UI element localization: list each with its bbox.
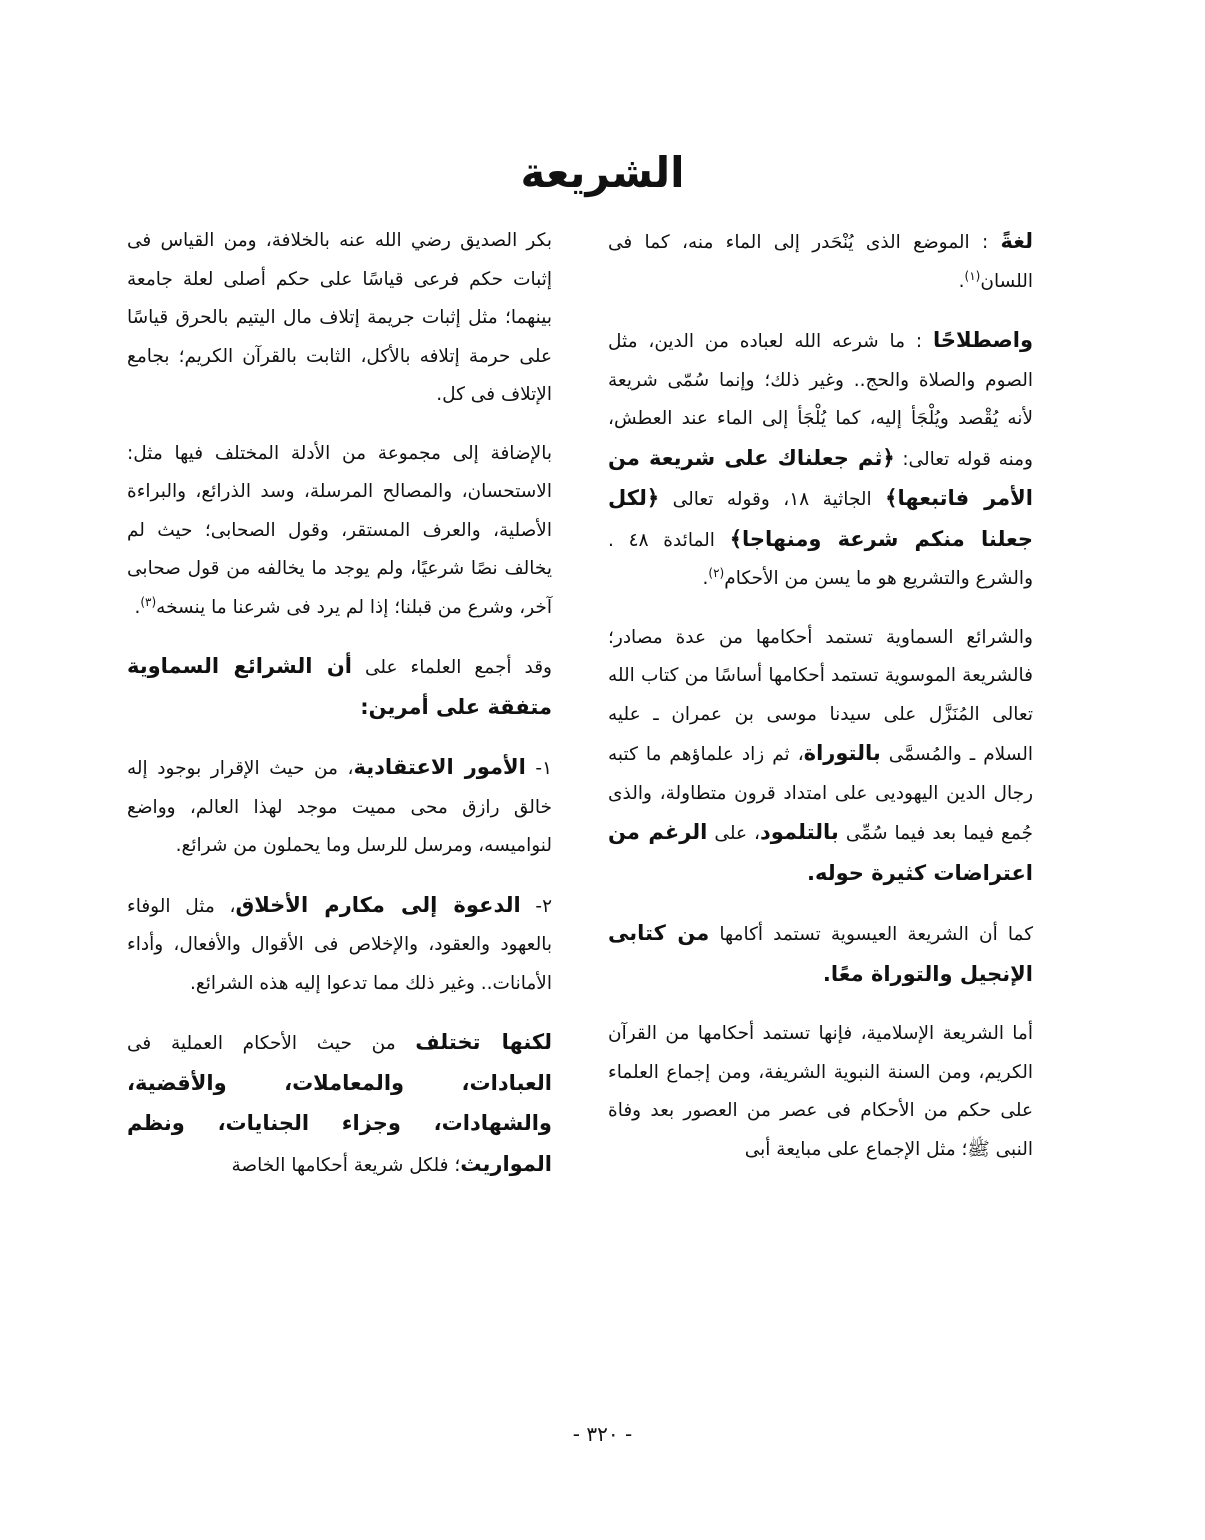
text-run: : الموضع الذى يُنْحَدر إلى الماء منه، كما فى اللسان <box>608 232 1033 292</box>
paragraph <box>127 1023 552 1185</box>
text-run: بالإضافة إلى مجموعة من الأدلة المختلف فيها مثل: الاستحسان، والمصالح المرسلة، وسد الذرائع، والبراءة الأصلية، والعرف المستقر، وقول الصحابى؛ حيث لم يخالف نصًا شرعيًا، ولم يوجد ما يخالفه من قول صحابى آخر، وشرع من قبلنا؛ إذا لم يرد فى شرعنا ما ينسخه <box>127 442 552 618</box>
text-run: أما الشريعة الإسلامية، فإنها تستمد أحكامها من القرآن الكريم، ومن السنة النبوية الشريفة، ومن إجماع العلماء على حكم من الأحكام فى عصر من العصور بعد وفاة النبى ﷺ؛ مثل الإجماع على مبايعة أبى <box>608 1023 1033 1160</box>
paragraph <box>127 748 552 866</box>
text-run: . <box>134 596 141 618</box>
text-run: الجاثية ١٨، وقوله تعالى <box>659 489 886 510</box>
paragraph <box>608 914 1033 995</box>
bold-text: من كتابى الإنجيل والتوراة معًا. <box>608 921 1033 986</box>
text-run: كما أن الشريعة العيسوية تستمد أكامها <box>709 924 1033 945</box>
text-run: ، على <box>707 823 760 844</box>
bold-text: لكنها تختلف <box>415 1030 552 1054</box>
paragraph <box>608 619 1033 895</box>
text-run: المائدة ٤٨ . والشرع والتشريع هو ما يسن من الأحكام <box>608 529 1033 589</box>
footnote-ref: (٣) <box>140 594 157 609</box>
bold-text: ﴿ثم جعلناك على شريعة من الأمر فاتبعها﴾ <box>608 445 1033 510</box>
text-run: وقد أجمع العلماء على <box>352 657 552 678</box>
text-run: ، مثل الوفاء بالعهود والعقود، والإخلاص فى الأقوال والأفعال، وأداء الأمانات.. وغير ذلك مما تدعوا إليه هذه الشرائع. <box>127 895 552 994</box>
paragraph <box>127 886 552 1004</box>
paragraph <box>608 222 1033 301</box>
text-run: ، ثم زاد علماؤهم ما كتبه رجال الدين اليهوديى على امتداد قرون متطاولة، والذى جُمع فيما بعد فيما سُمِّى <box>608 744 1033 844</box>
bold-text: بالتلمود <box>760 820 839 844</box>
footnote-ref: (٢) <box>708 565 725 580</box>
text-run: من حيث الأحكام العملية فى <box>127 1033 416 1054</box>
text-run: ، من حيث الإقرار بوجود إله خالق رازق محى مميت موجد لهذا العالم، وواضع لنواميسه، ومرسل للرسل وما يحملون من شرائع. <box>127 758 552 856</box>
bold-text: بالتوراة <box>803 741 881 765</box>
paragraph <box>608 1015 1033 1169</box>
bold-text: واصطلاحًا <box>933 328 1033 352</box>
page-number: - ٣٢٠ - <box>572 1422 633 1446</box>
page-title: الشريعة <box>520 148 685 197</box>
text-run: ٢- <box>520 895 552 917</box>
bold-text: ﴿لكل جعلنا منكم شرعة ومنهاجا﴾ <box>608 486 1033 551</box>
left-column <box>127 222 552 1205</box>
paragraph <box>608 321 1033 599</box>
paragraph <box>127 435 552 628</box>
bold-text: أن الشرائع السماوية متفقة على أمرين: <box>127 654 552 719</box>
right-column <box>608 222 1033 1189</box>
text-run: . <box>702 568 709 589</box>
bold-text: العبادات، والمعاملات، والأقضية، والشهادات، وجزاء الجنايات، ونظم المواريث <box>127 1070 552 1176</box>
bold-text: الرغم من اعتراضات كثيرة حوله. <box>608 820 1033 885</box>
text-run: بكر الصديق رضي الله عنه بالخلافة، ومن القياس فى إثبات حكم فرعى قياسًا على حكم أصلى لعلة جامعة بينهما؛ مثل إثبات جريمة إتلاف مال اليتيم بالحرق قياسًا على حرمة إتلافه بالأكل، الثابت بالقرآن الكريم؛ بجامع الإتلاف فى كل. <box>127 230 552 405</box>
paragraph <box>127 222 552 415</box>
bold-text: لغةً <box>1000 229 1033 253</box>
text-run: ١- <box>525 758 552 779</box>
bold-text: الأمور الاعتقادية <box>353 755 526 779</box>
footnote-ref: (١) <box>964 268 981 283</box>
paragraph <box>127 647 552 728</box>
text-run: . <box>958 270 965 292</box>
text-run: : ما شرعه الله لعباده من الدين، مثل الصوم والصلاة والحج.. وغير ذلك؛ وإنما سُمّى شريعة لأنه يُقْصد ويُلْجَأ إليه، كما يُلْجَأ إلى الماء عند العطش، ومنه قوله تعالى: <box>608 331 1033 470</box>
text-run: والشرائع السماوية تستمد أحكامها من عدة مصادر؛ فالشريعة الموسوية تستمد أحكامها أساسًا من كتاب الله تعالى المُنَزَّل على سيدنا موسى بن عمران ـ عليه السلام ـ والمُسمَّى <box>608 626 1033 765</box>
text-run: ؛ فلكل شريعة أحكامها الخاصة <box>231 1154 461 1176</box>
bold-text: الدعوة إلى مكارم الأخلاق <box>235 892 521 917</box>
